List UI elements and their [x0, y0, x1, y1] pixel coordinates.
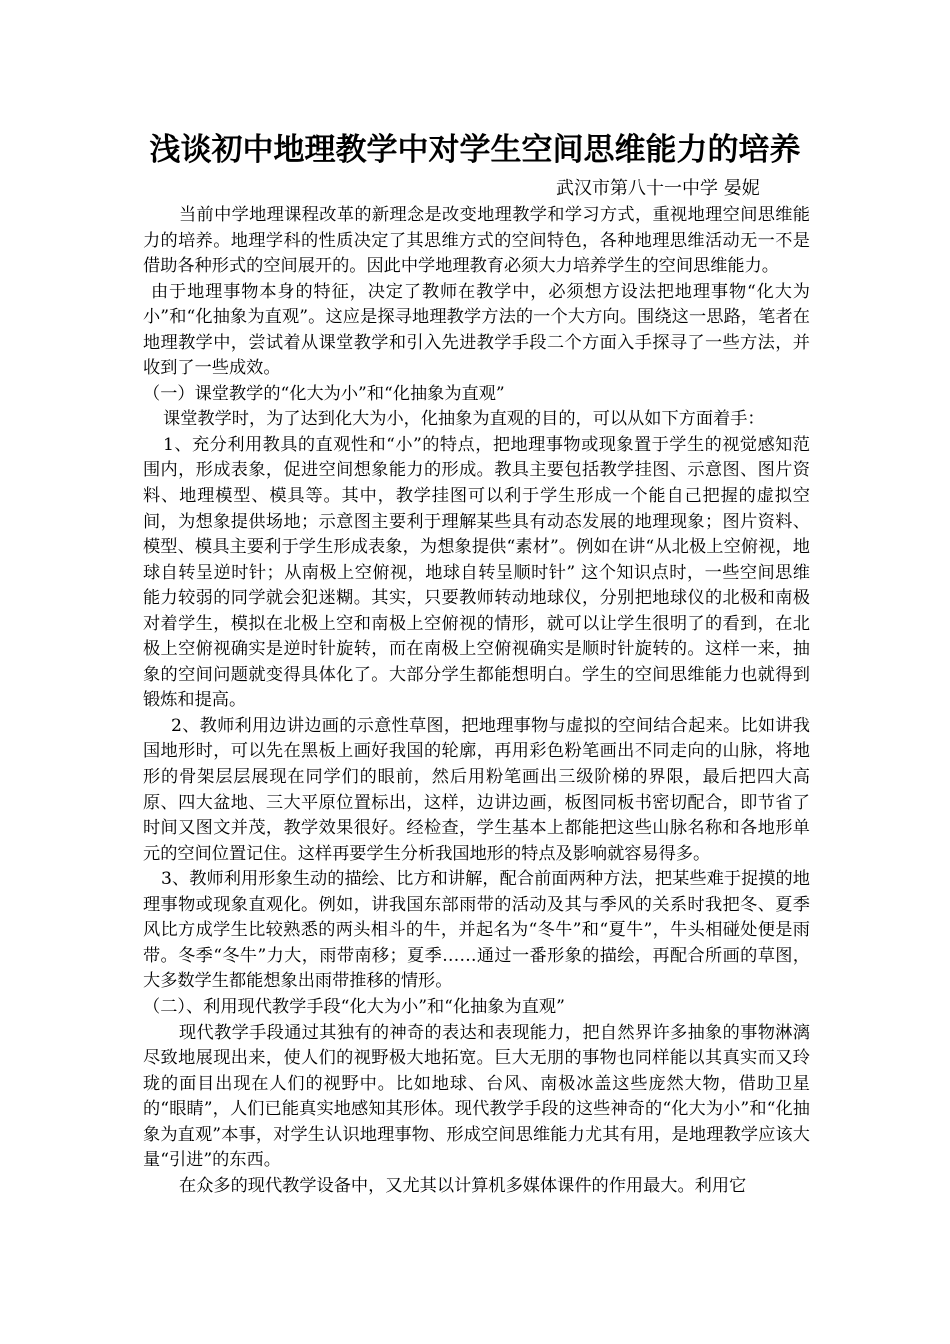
paragraph-direction: 由于地理事物本身的特征，决定了教师在教学中，必须想方设法把地理事物“化大为小”和“化抽象为直观”。这应是探寻地理教学方法的一个大方向。围绕这一思路，笔者在地理教学中，尝试着从课堂教学和引入先进教学手段二个方面入手探寻了一些方法，并收到了一些成效。	[143, 281, 810, 379]
paragraph-item-1: 1、充分利用教具的直观性和“小”的特点，把地理事物或现象置于学生的视觉感知范围内，形成表象，促进空间想象能力的形成。教具主要包括教学挂图、示意图、图片资料、地理模型、模具等。其中，教学挂图可以利于学生形成一个能自己把握的虚拟空间，为想象提供场地；示意图主要利于理解某些具有动态发展的地理现象；图片资料、模型、模具主要利于学生形成表象，为想象提供“素材”。例如在讲“从北极上空俯视，地球自转呈逆时针；从南极上空俯视，地球自转呈顺时针” 这个知识点时，一些空间思维能力较弱的同学就会犯迷糊。其实，只要教师转动地球仪，分别把地球仪的北极和南极对着学生，模拟在北极上空和南极上空俯视的情形，就可以让学生很明了的看到，在北极上空俯视确实是逆时针旋转，而在南极上空俯视确实是顺时针旋转的。这样一来，抽象的空间问题就变得具体化了。大部分学生都能想明白。学生的空间思维能力也就得到锻炼和提高。	[143, 434, 810, 711]
author-line: 武汉市第八十一中学 晏妮	[556, 178, 760, 199]
paragraph-item-2: 2、教师利用边讲边画的示意性草图，把地理事物与虚拟的空间结合起来。比如讲我国地形时，可以先在黑板上画好我国的轮廓，再用彩色粉笔画出不同走向的山脉，将地形的骨架层层展现在同学们的眼前，然后用粉笔画出三级阶梯的界限，最后把四大高原、四大盆地、三大平原位置标出，这样，边讲边画，板图同板书密切配合，即节省了时间又图文并茂，教学效果很好。经检查，学生基本上都能把这些山脉名称和各地形单元的空间位置记住。这样再要学生分析我国地形的特点及影响就容易得多。	[143, 715, 810, 864]
section-heading-2: （二）、利用现代教学手段“化大为小”和“化抽象为直观”	[143, 996, 565, 1017]
paragraph-intro: 当前中学地理课程改革的新理念是改变地理教学和学习方式，重视地理空间思维能力的培养。地理学科的性质决定了其思维方式的空间特色，各种地理思维活动无一不是借助各种形式的空间展开的。因此中学地理教育必须大力培养学生的空间思维能力。	[143, 205, 810, 277]
paragraph-multimedia: 在众多的现代教学设备中，又尤其以计算机多媒体课件的作用最大。利用它	[179, 1175, 747, 1196]
document-body	[143, 203, 810, 1199]
section-heading-1: （一）课堂教学的“化大为小”和“化抽象为直观”	[143, 383, 505, 404]
paragraph-modern-means: 现代教学手段通过其独有的神奇的表达和表现能力，把自然界许多抽象的事物淋漓尽致地展现出来，使人们的视野极大地拓宽。巨大无朋的事物也同样能以其真实而又玲珑的面目出现在人们的视野中。比如地球、台风、南极冰盖这些庞然大物，借助卫星的“眼睛”，人们已能真实地感知其形体。现代教学手段的这些神奇的“化大为小”和“化抽象为直观”本事，对学生认识地理事物、形成空间思维能力尤其有用，是地理教学应该大量“引进”的东西。	[143, 1022, 810, 1171]
paragraph-classroom: 课堂教学时，为了达到化大为小，化抽象为直观的目的，可以从如下方面着手：	[163, 409, 765, 430]
document-title: 浅谈初中地理教学中对学生空间思维能力的培养	[149, 132, 801, 168]
paragraph-item-3: 3、教师利用形象生动的描绘、比方和讲解，配合前面两种方法，把某些难于捉摸的地理事物或现象直观化。例如，讲我国东部雨带的活动及其与季风的关系时我把冬、夏季风比方成学生比较熟悉的两头相斗的牛，并起名为“冬牛”和“夏牛”，牛头相碰处便是雨带。冬季“冬牛”力大，雨带南移；夏季……通过一番形象的描绘，再配合所画的草图，大多数学生都能想象出雨带推移的情形。	[143, 869, 810, 992]
